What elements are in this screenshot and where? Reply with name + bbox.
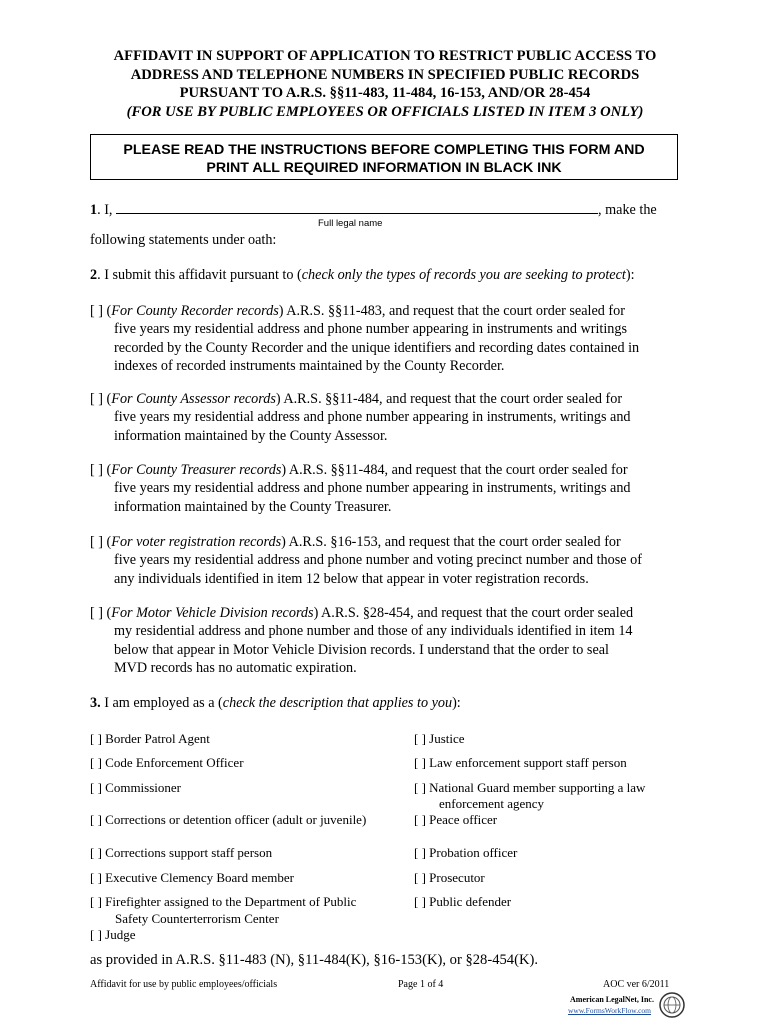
role-commissioner[interactable]: [ ] Commissioner	[90, 780, 181, 795]
item-2-intro	[90, 266, 690, 284]
item-1-continuation: following statements under oath:	[90, 232, 277, 248]
title-line-4: (FOR USE BY PUBLIC EMPLOYEES OR OFFICIALS LISTED IN ITEM 3 ONLY)	[126, 103, 644, 120]
option-county-assessor-title: For County Assessor records	[111, 391, 276, 407]
option-line: recorded by the County Recorder and the unique identifiers and recording dates contained in	[114, 339, 640, 356]
option-line: ) A.R.S. §16-153, and request that the court order sealed for	[281, 534, 621, 550]
role-firefighter[interactable]: [ ] Firefighter assigned to the Department of Public	[90, 894, 357, 909]
option-county-treasurer: [ ] (For County Treasurer records) A.R.S. §§11-484, and request that the court order sealed for five years my residential address and phone number appearing in instruments, writings and information maintained by the County Treasurer.	[90, 461, 680, 516]
role-corrections-support[interactable]: [ ] Corrections support staff person	[90, 845, 273, 860]
role-probation-officer[interactable]: [ ] Probation officer	[414, 845, 518, 860]
option-line: ) A.R.S. §§11-483, and request that the court order sealed for	[278, 303, 625, 319]
option-line: ) A.R.S. §§11-484, and request that the court order sealed for	[281, 462, 628, 478]
option-line: indexes of recorded instruments maintained by the County Recorder.	[114, 358, 505, 375]
role-national-guard[interactable]: [ ] National Guard member supporting a law	[414, 780, 646, 795]
role-firefighter-cont: Safety Counterterrorism Center	[115, 911, 279, 926]
role-clemency-board[interactable]: [ ] Executive Clemency Board member	[90, 870, 294, 885]
option-line: any individuals identified in item 12 below that appear in voter registration records.	[114, 570, 589, 587]
option-line: five years my residential address and phone number appearing in instruments, writings and	[114, 409, 631, 426]
role-corrections-officer[interactable]: [ ] Corrections or detention officer (adult or juvenile)	[90, 812, 367, 827]
option-line: MVD records has no automatic expiration.	[114, 660, 357, 677]
footer-page: Page 1 of 4	[398, 979, 444, 990]
option-county-assessor: [ ] (For County Assessor records) A.R.S. §§11-484, and request that the court order sealed for five years my residential address and phone number appearing in instruments, writings and information maintained by the County Assessor.	[90, 390, 680, 445]
role-peace-officer[interactable]: [ ] Peace officer	[414, 812, 498, 827]
item-1-suffix: , make the	[598, 202, 657, 218]
item-3-intro	[90, 694, 690, 712]
option-voter-registration: [ ] (For voter registration records) A.R.S. §16-153, and request that the court order sealed for five years my residential address and phone number and voting precinct number and those of any individuals identified in item 12 below that appear in voter registration records.	[90, 533, 680, 588]
option-line: ) A.R.S. §28-454, and request that the court order sealed	[313, 605, 634, 621]
checkbox-county-treasurer[interactable]: [ ]	[90, 462, 103, 478]
statute-reference: as provided in A.R.S. §11-483 (N), §11-484(K), §16-153(K), or §28-454(K).	[90, 952, 539, 968]
item-3-intro-end: ):	[452, 695, 461, 711]
option-line: five years my residential address and phone number and voting precinct number and those of	[114, 552, 642, 569]
title-line-3: PURSUANT TO A.R.S. §§11-483, 11-484, 16-153, AND/OR 28-454	[179, 85, 591, 101]
option-line: five years my residential address and phone number appearing in instruments and writings	[114, 321, 627, 338]
role-justice[interactable]: [ ] Justice	[414, 731, 465, 746]
checkbox-motor-vehicle[interactable]: [ ]	[90, 605, 103, 621]
full-legal-name-label: Full legal name	[318, 218, 383, 229]
item-2-intro-end: ):	[625, 267, 635, 283]
role-border-patrol[interactable]: [ ] Border Patrol Agent	[90, 731, 210, 746]
footer-version: AOC ver 6/2011	[603, 979, 670, 990]
logo-url[interactable]: www.FormsWorkFlow.com	[568, 1006, 652, 1015]
american-legalnet-logo	[568, 990, 686, 1020]
notice-line-2: PRINT ALL REQUIRED INFORMATION IN BLACK INK	[206, 160, 562, 176]
title-line-2: ADDRESS AND TELEPHONE NUMBERS IN SPECIFIED PUBLIC RECORDS	[130, 66, 640, 83]
item-1-number: 1	[90, 202, 98, 218]
item-2-number: 2	[90, 267, 98, 283]
role-prosecutor[interactable]: [ ] Prosecutor	[414, 870, 485, 885]
option-line: my residential address and phone number and those of any individuals identified in item 14	[114, 623, 633, 640]
role-code-enforcement[interactable]: [ ] Code Enforcement Officer	[90, 755, 244, 770]
document-title	[60, 47, 710, 121]
item-3-intro-italic: check the description that applies to you	[222, 695, 453, 711]
title-line-1: AFFIDAVIT IN SUPPORT OF APPLICATION TO RESTRICT PUBLIC ACCESS TO	[113, 48, 657, 64]
checkbox-county-assessor[interactable]: [ ]	[90, 391, 103, 407]
option-county-recorder-title: For County Recorder records	[111, 303, 279, 319]
item-2-intro-italic: check only the types of records you are seeking to protect	[301, 267, 626, 283]
item-1-prefix: . I,	[97, 202, 113, 218]
option-motor-vehicle-title: For Motor Vehicle Division records	[111, 605, 314, 621]
item-3-number: 3.	[90, 695, 101, 711]
option-line: below that appear in Motor Vehicle Division records. I understand that the order to seal	[114, 641, 609, 658]
item-3-intro-text: I am employed as a (	[100, 695, 223, 711]
globe-icon	[658, 990, 686, 1020]
item-1	[90, 200, 680, 219]
option-motor-vehicle: [ ] (For Motor Vehicle Division records) A.R.S. §28-454, and request that the court order sealed my residential address and phone number and those of any individuals identified in item 14 below that appear in Motor Vehicle Division records. I understand that the order to seal MVD records has no automatic expiration.	[90, 604, 680, 678]
option-line: information maintained by the County Assessor.	[114, 427, 388, 444]
item-2-intro-text: . I submit this affidavit pursuant to (	[97, 267, 302, 283]
role-judge[interactable]: [ ] Judge	[90, 927, 136, 942]
full-legal-name-field[interactable]	[116, 200, 598, 214]
option-line: five years my residential address and phone number appearing in instruments, writings and	[114, 480, 631, 497]
role-public-defender[interactable]: [ ] Public defender	[414, 894, 512, 909]
role-law-enforcement-support[interactable]: [ ] Law enforcement support staff person	[414, 755, 627, 770]
option-line: information maintained by the County Treasurer.	[114, 498, 392, 515]
option-line: ) A.R.S. §§11-484, and request that the court order sealed for	[275, 391, 623, 407]
checkbox-county-recorder[interactable]: [ ]	[90, 303, 103, 319]
instructions-notice	[90, 134, 678, 180]
logo-company: American LegalNet, Inc.	[570, 995, 654, 1004]
notice-line-1: PLEASE READ THE INSTRUCTIONS BEFORE COMPLETING THIS FORM AND	[123, 142, 645, 158]
role-national-guard-cont: enforcement agency	[439, 796, 545, 811]
option-county-treasurer-title: For County Treasurer records	[111, 462, 282, 478]
footer-left: Affidavit for use by public employees/officials	[90, 979, 278, 990]
option-voter-registration-title: For voter registration records	[111, 534, 282, 550]
option-county-recorder: [ ] (For County Recorder records) A.R.S. §§11-483, and request that the court order sealed for five years my residential address and phone number appearing in instruments and writings recorded by the County Recorder and the unique identifiers and recording dates contained in indexes of recorded instruments maintained by the County Recorder.	[90, 302, 680, 376]
checkbox-voter-registration[interactable]: [ ]	[90, 534, 103, 550]
